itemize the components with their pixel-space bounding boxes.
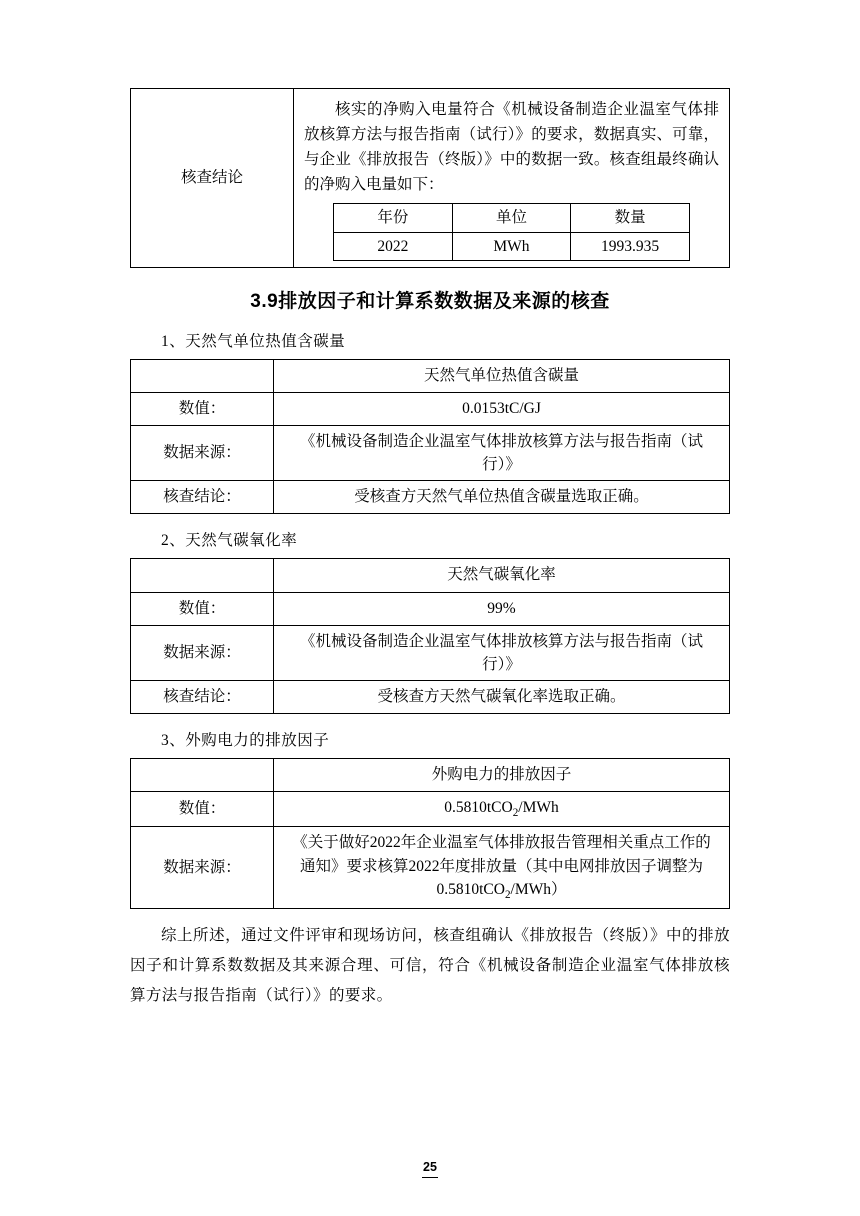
footer-rule xyxy=(422,1177,438,1178)
factor-source-1: 《机械设备制造企业温室气体排放核算方法与报告指南（试行）》 xyxy=(274,425,730,481)
factor-key-source-2: 数据来源： xyxy=(131,625,274,681)
table-row xyxy=(334,204,690,232)
net-purchased-electricity-table xyxy=(333,203,690,261)
factor-key-source-3: 数据来源： xyxy=(131,827,274,908)
item-title-2: 2、天然气碳氧化率 xyxy=(161,532,298,550)
conclusion-body xyxy=(294,89,730,268)
page-footer xyxy=(0,1161,860,1178)
factor-key-source-1: 数据来源： xyxy=(131,425,274,481)
closing-paragraph: 综上所述，通过文件评审和现场访问，核查组确认《排放报告（终版）》中的排放因子和计算系数数据及其来源合理、可信，符合《机械设备制造企业温室气体排放核算方法与报告指南（试行）》的要求。 xyxy=(130,926,730,1005)
table-row xyxy=(131,759,730,792)
table-row xyxy=(131,592,730,625)
factor-header-blank xyxy=(131,559,274,592)
table-row xyxy=(131,681,730,714)
table-row xyxy=(131,392,730,425)
factor-key-value-3: 数值： xyxy=(131,792,274,827)
verification-conclusion-table xyxy=(130,88,730,268)
conclusion-label: 核查结论 xyxy=(131,89,294,268)
inner-cell-quantity: 1993.935 xyxy=(571,232,690,260)
factor-header-blank xyxy=(131,359,274,392)
factor-key-value-2: 数值： xyxy=(131,592,274,625)
table-row xyxy=(131,89,730,268)
factor-source-3: 《关于做好2022年企业温室气体排放报告管理相关重点工作的通知》要求核算2022年度排放量（其中电网排放因子调整为0.5810tCO$_2$/MWh） xyxy=(274,827,730,908)
table-row xyxy=(131,827,730,908)
factor-value-3: 0.5810tCO$_2$/MWh xyxy=(274,792,730,827)
table-row xyxy=(131,425,730,481)
factor-value-1: 0.0153tC/GJ xyxy=(274,392,730,425)
inner-header-year: 年份 xyxy=(334,204,453,232)
item-title-1: 1、天然气单位热值含碳量 xyxy=(161,332,346,350)
factor-key-value-1: 数值： xyxy=(131,392,274,425)
factor-key-conclusion-1: 核查结论： xyxy=(131,481,274,514)
factor-header-1: 天然气单位热值含碳量 xyxy=(274,359,730,392)
conclusion-paragraph: 核实的净购入电量符合《机械设备制造企业温室气体排放核算方法与报告指南（试行）》的要求，数据真实、可靠，与企业《排放报告（终版）》中的数据一致。核查组最终确认的净购入电量如下： xyxy=(304,101,719,194)
inner-header-unit: 单位 xyxy=(452,204,571,232)
item-title-3: 3、外购电力的排放因子 xyxy=(161,732,330,750)
table-row xyxy=(131,625,730,681)
factor-table-natural-gas-oxidation-rate xyxy=(130,558,730,714)
table-row xyxy=(131,481,730,514)
spacer xyxy=(130,714,730,728)
factor-header-2: 天然气碳氧化率 xyxy=(274,559,730,592)
table-row xyxy=(131,359,730,392)
factor-table-natural-gas-carbon-content xyxy=(130,359,730,515)
factor-conclusion-1: 受核查方天然气单位热值含碳量选取正确。 xyxy=(274,481,730,514)
table-row xyxy=(131,559,730,592)
table-row xyxy=(131,792,730,827)
factor-header-3: 外购电力的排放因子 xyxy=(274,759,730,792)
factor-key-conclusion-2: 核查结论： xyxy=(131,681,274,714)
inner-header-quantity: 数量 xyxy=(571,204,690,232)
inner-cell-year: 2022 xyxy=(334,232,453,260)
table-row xyxy=(334,232,690,260)
factor-source-2: 《机械设备制造企业温室气体排放核算方法与报告指南（试行）》 xyxy=(274,625,730,681)
factor-table-purchased-electricity xyxy=(130,758,730,909)
spacer xyxy=(130,514,730,528)
factor-value-2: 99% xyxy=(274,592,730,625)
page-number: 25 xyxy=(423,1160,437,1175)
inner-cell-unit: MWh xyxy=(452,232,571,260)
factor-header-blank xyxy=(131,759,274,792)
section-heading: 3.9排放因子和计算系数数据及来源的核查 xyxy=(250,290,610,312)
factor-conclusion-2: 受核查方天然气碳氧化率选取正确。 xyxy=(274,681,730,714)
